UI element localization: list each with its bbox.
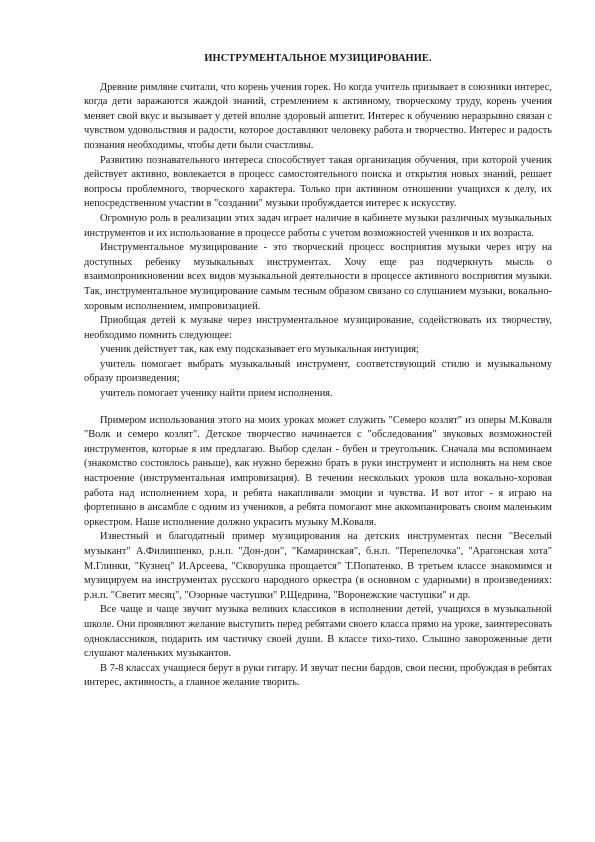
paragraph-definition: Инструментальное музицирование - это творческий процесс восприятия музыки через игру на доступных ребенку музыкальных инструментах. Хочу еще раз подчеркнуть мысль о взаимопроникновении всех видов музыкальной деятельности в процессе активного восприятия музыки. Так, инструментальное музицирование самым тесным образом связано со слушанием музыки, вокально-хоровым исполнением, импровизацией.	[84, 242, 552, 312]
list-item-intuition: ученик действует так, как ему подсказывает его музыкальная интуиция;	[100, 344, 419, 356]
document-page	[84, 52, 552, 691]
paragraph-cognitive-interest: Развитию познавательного интереса способствует такая организация обучения, при которой ученик действует активно, вовлекается в процесс самостоятельного поиска и открытия новых знаний, решает вопросы проблемного, творческого характера. Только при активном отношении учащихся к делу, их непосредственном участии в "создании" музыки пробуждается интерес к искусству.	[84, 154, 552, 210]
document-title: ИНСТРУМЕНТАЛЬНОЕ МУЗИЦИРОВАНИЕ.	[204, 53, 432, 64]
paragraph-remember: Приобщая детей к музыке через инструментальное музицирование, содействовать их творчеству, необходимо помнить следующее:	[84, 315, 552, 341]
paragraph-guitar: В 7-8 классах учащиеся берут в руки гитару. И звучат песни бардов, свои песни, пробуждая в ребятах интерес, активность, а главное желание творить.	[84, 662, 552, 689]
paragraph-intro: Древние римляне считали, что корень учения горек. Но когда учитель призывает в союзники интерес, когда дети заражаются жаждой знаний, стремлением к активному, творческому труду, корень учения меняет свой вкус и вызывает у детей вполне здоровый аппетит. Интерес к обучению неразрывно связан с чувством удовольствия и радости, которое доставляют человеку работа и творчество. Интерес и радость познания необходимы, чтобы дети были счастливы.	[84, 81, 552, 151]
list-item-choose-instrument: учитель помогает выбрать музыкальный инструмент, соответствующий стилю и музыкальному образу произведения;	[84, 358, 552, 385]
paragraph-instruments-role: Огромную роль в реализации этих задач играет наличие в кабинете музыки различных музыкальных инструментов и их использование в процессе работы с учетом возможностей учеников и их возраста.	[84, 212, 552, 239]
paragraph-spacer	[84, 402, 552, 414]
paragraph-repertoire: Известный и благодатный пример музицирования на детских инструментах песня "Веселый музыкант" А.Филиппенко, р.н.п. "Дон-дон", "Камаринская", б.н.п. "Перепелочка", "Арагонская хота" М.Глинки, "Кузнец" И.Арсеева, "Скворушка прощается" Т.Попатенко. В третьем классе знакомимся и музицируем на инструментах русского народного оркестра (в основном с ударными) в произведениях: р.н.п. "Светит месяц", "Озорные частушки" Р.Щедрина, "Воронежские частушки" и др.	[84, 531, 552, 601]
paragraph-example: Примером использования этого на моих уроках может служить "Семеро козлят" из оперы М.Коваля "Волк и семеро козлят". Детское творчество начинается с "обследования" звуковых возможностей инструментов, которые я им предлагаю. Выбор сделан - бубен и треугольник. Сначала мы вспоминаем (знакомство состоялось раньше), как нужно бережно брать в руки инструмент и исполнять на нем свое настроение (инструментальная импровизация). В течении нескольких уроков шла вокально-хоровая работа над исполнением хора, и ребята накапливали эмоции и чувства. И вот итог - я играю на фортепиано в ансамбле с одним из учеников, а ребята помогают мне аккомпанировать своим маленьким оркестром. Наше исполнение должно украсить музыку М.Коваля.	[84, 414, 552, 528]
paragraph-classics: Все чаще и чаще звучит музыка великих классиков в исполнении детей, учащихся в музыкальной школе. Они проявляют желание выступить перед ребятами своего класса прямо на уроке, заинтересовать одноклассников, подарить им частичку своей души. В классе тихо-тихо. Слышно завороженные дети слушают маленьких музыкантов.	[84, 604, 552, 660]
list-item-performance-technique: учитель помогает ученику найти прием исполнения.	[100, 388, 333, 400]
